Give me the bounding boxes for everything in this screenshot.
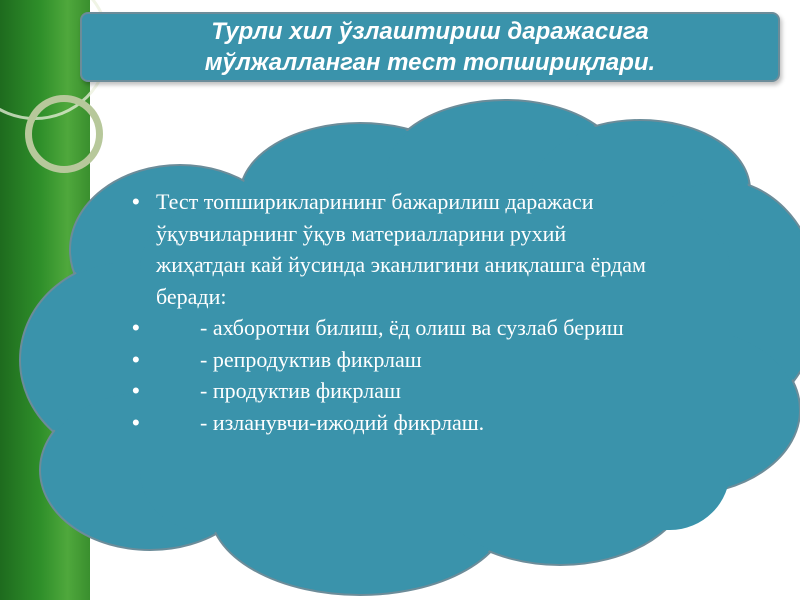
bullet-text: - ахборотни билиш, ёд олиш ва сузлаб бериш xyxy=(200,315,624,340)
bullet-item xyxy=(130,375,650,407)
bullet-text: - репродуктив фикрлаш xyxy=(200,346,422,372)
bullet-item xyxy=(130,344,650,376)
bullet-item xyxy=(130,312,650,344)
title-line-2: мўлжалланган тест топшириқлари. xyxy=(204,49,656,76)
bullet-text: - изланувчи-ижодий фикрлаш. xyxy=(200,409,485,435)
bullet-text: Тест топширикларининг бажарилиш даражаси ўқувчиларнинг ўқув материалларини рухий жиҳатдан кай йусинда эканлигини аниқлашга ёрдам беради: xyxy=(156,189,646,309)
bullet-content xyxy=(130,186,650,438)
bullet-list xyxy=(130,186,650,438)
bullet-text: - продуктив фикрлаш xyxy=(200,378,401,403)
bullet-item xyxy=(130,407,650,439)
title-line-1: Турли хил ўзлаштириш даражасига xyxy=(211,18,649,45)
bullet-item xyxy=(130,186,650,312)
slide-title xyxy=(80,12,780,82)
